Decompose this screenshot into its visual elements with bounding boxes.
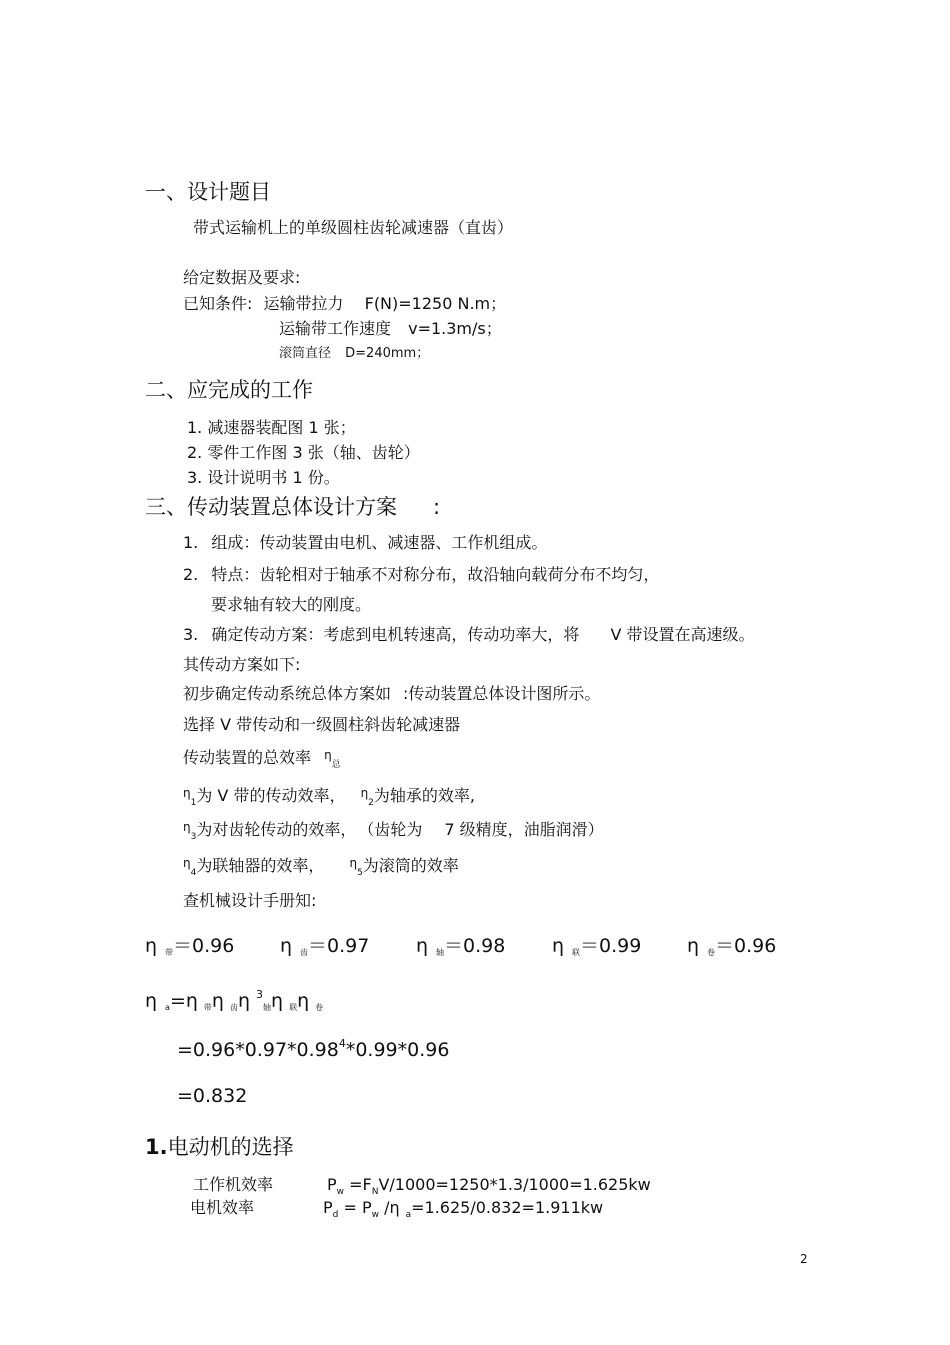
- scheme-line-a: 其传动方案如下:: [183, 655, 301, 674]
- efficiency-subscript: 卷: [707, 948, 716, 957]
- eta-symbol: η: [211, 990, 224, 1012]
- formula-subscript: 轴: [263, 1003, 272, 1012]
- efficiency-value-3: [416, 937, 505, 957]
- power-subscript: d: [332, 1210, 339, 1220]
- condition-2-value: v=1.3m/s；: [408, 319, 502, 338]
- line-b-part1: 初步确定传动系统总体方案如: [183, 684, 392, 703]
- efficiency-value: ＝0.99: [580, 935, 642, 957]
- formula-result: V/1000=1250*1.3/1000=1.625kw: [378, 1175, 651, 1194]
- motor-row-1-formula: [327, 1177, 651, 1197]
- eta-subscript: a: [405, 1210, 412, 1220]
- total-efficiency-label: 传动装置的总效率: [183, 748, 312, 767]
- eta-subscript: 2: [368, 798, 374, 808]
- eta-subscript: 1: [190, 798, 197, 808]
- scheme-item-2-continued: 要求轴有较大的刚度。: [211, 595, 372, 614]
- efficiency-result: =0.832: [177, 1085, 248, 1107]
- formula-subscript: 联: [289, 1003, 298, 1012]
- condition-line-1: [183, 296, 506, 312]
- item-text: 特点：齿轮相对于轴承不对称分布，故沿轴向载荷分布不均匀，: [211, 565, 660, 584]
- eta-definition-4: [183, 857, 459, 878]
- motor-row-2-label: 电机效率: [190, 1198, 255, 1217]
- eta-subscript: 3: [190, 832, 197, 842]
- eta-1-text: 为 V 带的传动效率，: [196, 786, 346, 805]
- total-efficiency-formula: [145, 989, 323, 1012]
- eta-symbol: η: [183, 786, 191, 800]
- eta-subscript: 5: [357, 868, 363, 878]
- section3-heading: [145, 497, 440, 518]
- eta-symbol: η: [416, 935, 429, 957]
- task-item-3: 3. 设计说明书 1 份。: [187, 468, 340, 487]
- section2-heading: 二、应完成的工作: [145, 378, 313, 402]
- formula-subscript: a: [165, 1003, 170, 1012]
- item-number: 2.: [183, 565, 199, 584]
- eta-definition-1: [183, 787, 475, 808]
- line-b-part2: :传动装置总体设计图所示。: [403, 684, 601, 703]
- item-number: 1.: [183, 533, 199, 552]
- total-efficiency-line: [183, 749, 341, 770]
- item-text: 组成：传动装置由电机、减速器、工作机组成。: [211, 533, 548, 552]
- page-number: 2: [800, 1252, 808, 1266]
- eta-symbol: η: [687, 935, 700, 957]
- formula-part: =F: [344, 1175, 372, 1194]
- eta-definition-3: [183, 821, 604, 842]
- eta-symbol: η: [237, 990, 251, 1012]
- task-item-1: 1. 减速器装配图 1 张；: [187, 418, 356, 437]
- condition-3-value: D=240mm；: [345, 346, 430, 361]
- force-subscript: N: [371, 1187, 379, 1197]
- condition-1-value: F(N)=1250 N.m；: [364, 294, 507, 313]
- item-text: 确定传动方案：考虑到电机转速高，传动功率大，将: [211, 625, 580, 644]
- calc-exponent: 4: [338, 1037, 346, 1050]
- motor-selection-heading: [145, 1137, 294, 1158]
- formula-result: =1.625/0.832=1.911kw: [411, 1198, 604, 1217]
- condition-2-name: 运输带工作速度: [279, 319, 392, 338]
- eta-symbol: η: [145, 990, 158, 1012]
- section3-heading-colon: :: [433, 495, 441, 519]
- eta-symbol: η: [183, 820, 191, 834]
- eta-symbol: η: [145, 935, 158, 957]
- efficiency-value: ＝0.96: [173, 935, 235, 957]
- formula-part: /η: [378, 1198, 400, 1217]
- eta-4-text: 为联轴器的效率，: [196, 856, 325, 875]
- given-data-label: 给定数据及要求:: [183, 268, 301, 287]
- power-subscript: w: [336, 1187, 345, 1197]
- condition-1-name: 运输带拉力: [263, 294, 344, 313]
- scheme-item-2: [183, 567, 659, 583]
- motor-row-2-formula: [323, 1200, 603, 1220]
- efficiency-value-4: [552, 937, 641, 957]
- eta-3-text: 为对齿轮传动的效率，: [196, 820, 357, 839]
- condition-line-3: [279, 347, 429, 360]
- eta-5-text: 为滚筒的效率: [362, 856, 459, 875]
- item-number: 3.: [183, 625, 199, 644]
- eta-subscript: 4: [190, 868, 197, 878]
- scheme-line-c: 选择 V 带传动和一级圆柱斜齿轮减速器: [183, 715, 461, 734]
- formula-part: = P: [338, 1198, 372, 1217]
- eta-subscript: 总: [331, 760, 341, 770]
- formula-subscript: 齿: [229, 1003, 238, 1012]
- design-topic: 带式运输机上的单级圆柱齿轮减速器（直齿）: [193, 218, 514, 237]
- condition-line-2: [279, 321, 502, 337]
- eta-2-text: 为轴承的效率,: [373, 786, 475, 805]
- heading-text: 电动机的选择: [167, 1135, 294, 1159]
- eta-symbol: η: [183, 856, 191, 870]
- formula-subscript: 卷: [315, 1003, 324, 1012]
- eta-3-text-3: 7 级精度，油脂润滑）: [444, 820, 604, 839]
- eta-3-text-2: （齿轮为: [366, 820, 423, 839]
- efficiency-subscript: 齿: [300, 948, 309, 957]
- eta-symbol: η: [324, 748, 332, 762]
- calc-part-2: *0.99*0.96: [345, 1039, 450, 1061]
- condition-3-name: 滚筒直径: [279, 346, 332, 361]
- eta-symbol: η: [349, 856, 358, 870]
- efficiency-calculation: [177, 1038, 449, 1060]
- efficiency-value: ＝0.97: [308, 935, 370, 957]
- formula-exponent: 3: [256, 988, 264, 1001]
- eta-symbol: η: [271, 990, 284, 1012]
- section1-heading: 一、设计题目: [145, 180, 271, 204]
- eta-symbol: η: [280, 935, 293, 957]
- efficiency-value-5: [687, 937, 776, 957]
- efficiency-value: ＝0.96: [715, 935, 777, 957]
- motor-row-1-label: 工作机效率: [193, 1175, 274, 1194]
- condition-label: 已知条件:: [183, 294, 253, 313]
- power-subscript: w: [371, 1210, 379, 1220]
- manual-lookup-line: 查机械设计手册知:: [183, 891, 317, 910]
- efficiency-value-1: [145, 937, 234, 957]
- eta-symbol: η: [552, 935, 565, 957]
- formula-equals: =η: [169, 990, 198, 1012]
- efficiency-value: ＝0.98: [444, 935, 506, 957]
- scheme-item-3: [183, 627, 755, 643]
- power-symbol: P: [323, 1198, 333, 1217]
- task-item-2: 2. 零件工作图 3 张（轴、齿轮）: [187, 443, 420, 462]
- item-text-tail: V 带设置在高速级。: [610, 625, 755, 644]
- heading-number: 1.: [145, 1135, 168, 1159]
- section3-heading-text: 三、传动装置总体设计方案: [145, 495, 397, 519]
- formula-subscript: 带: [203, 1003, 212, 1012]
- power-symbol: P: [327, 1175, 337, 1194]
- calc-part-1: =0.96*0.97*0.98: [177, 1039, 339, 1061]
- efficiency-subscript: 轴: [436, 948, 445, 957]
- efficiency-value-2: [280, 937, 369, 957]
- eta-symbol: η: [297, 990, 310, 1012]
- eta-symbol: η: [360, 786, 369, 800]
- efficiency-subscript: 联: [572, 948, 581, 957]
- scheme-item-1: [183, 535, 547, 551]
- scheme-line-b: [183, 686, 600, 702]
- efficiency-subscript: 带: [165, 948, 174, 957]
